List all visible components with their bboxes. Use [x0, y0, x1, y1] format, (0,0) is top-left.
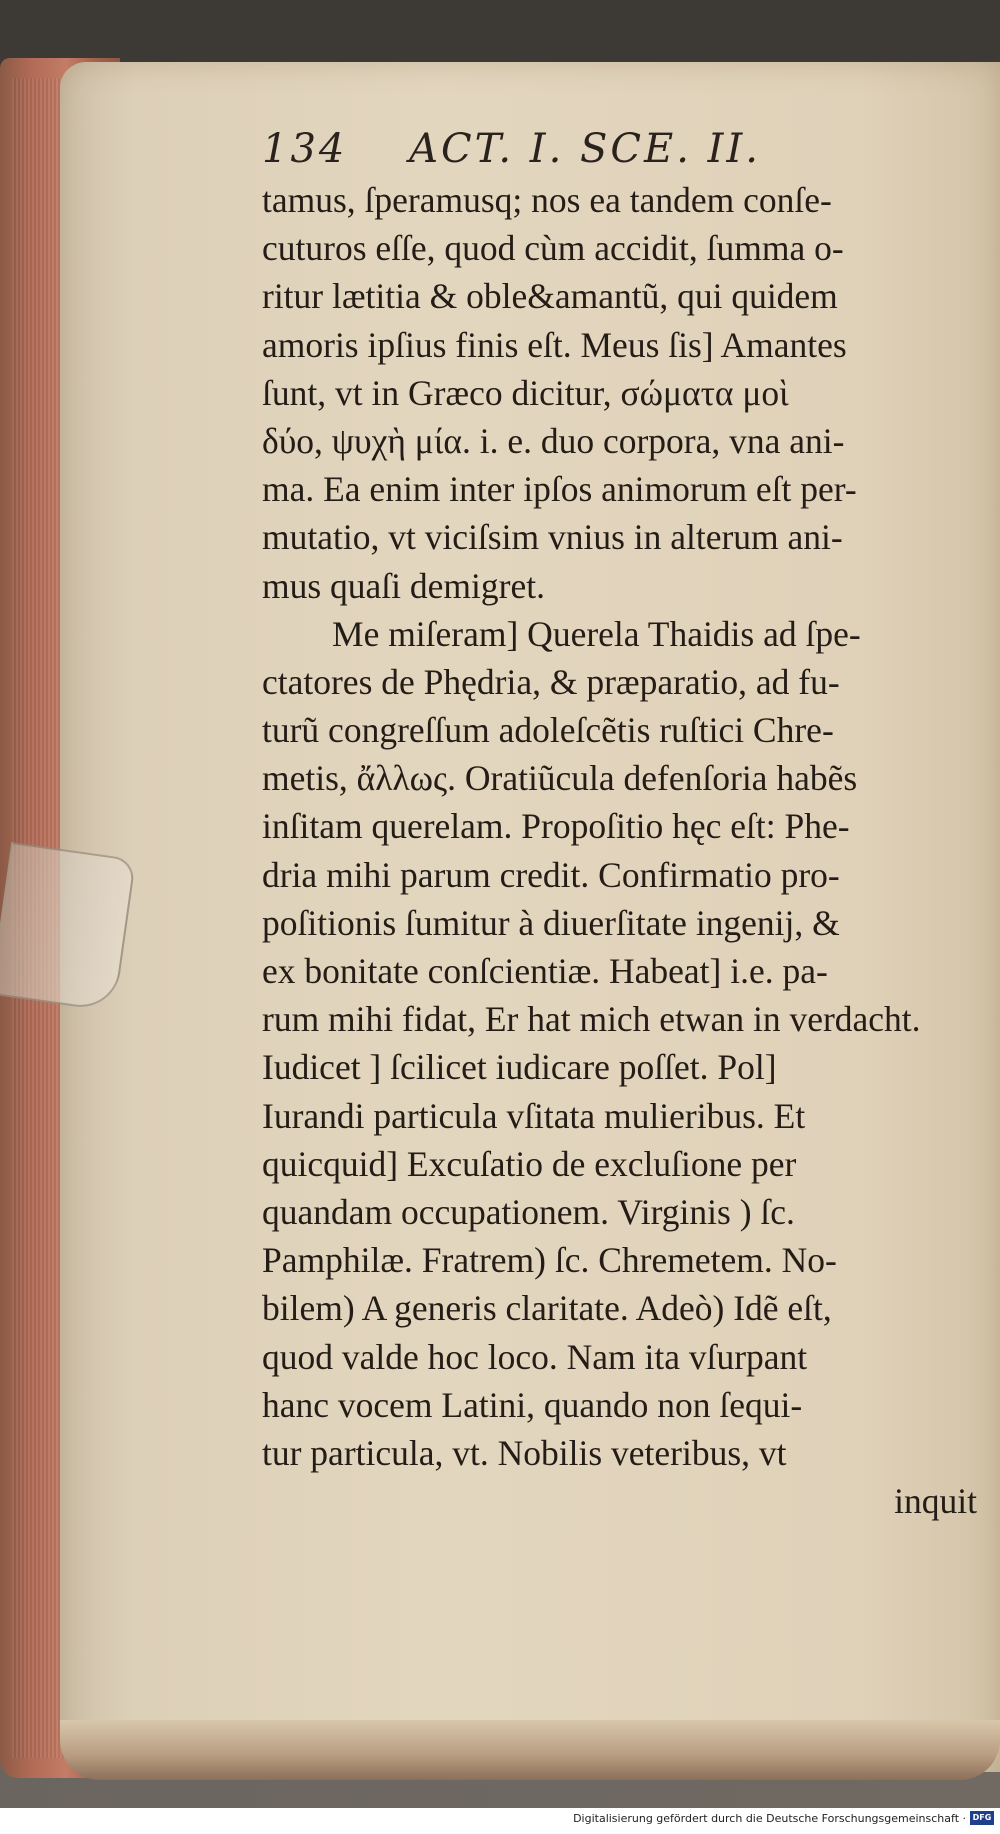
- text-line: rum mihi fidat, Er hat mich etwan in verdacht.: [262, 999, 921, 1040]
- text-line: quicquid] Excuſatio de excluſione per: [262, 1143, 797, 1184]
- text-line: inſitam querelam. Propoſitio hęc eſt: Phe-: [262, 806, 850, 847]
- text-line: tur particula, vt. Nobilis veteribus, vt: [262, 1432, 787, 1473]
- text-line: mus quaſi demigret.: [262, 565, 545, 606]
- text-line: dria mihi parum credit. Confirmatio pro-: [262, 854, 840, 895]
- text-line: metis, ἄλλως. Oratiũcula defenſoria habẽs: [262, 758, 858, 799]
- text-line: ma. Ea enim inter ipſos animorum eſt per-: [262, 469, 857, 510]
- text-line: Iudicet ] ſcilicet iudicare poſſet. Pol]: [262, 1047, 777, 1088]
- text-line: Me miſeram] Querela Thaidis ad ſpe-: [332, 613, 861, 654]
- text-line: quod valde hoc loco. Nam ita vſurpant: [262, 1336, 808, 1377]
- text-line: tamus, ſperamusq; nos ea tandem conſe-: [262, 180, 832, 220]
- running-title: ACT. I. SCE. II.: [409, 126, 761, 172]
- text-line: Pamphilæ. Fratrem) ſc. Chremetem. No-: [262, 1240, 837, 1281]
- text-line: δύο, ψυχὴ μία. i. e. duo corpora, vna ani-: [262, 420, 845, 461]
- dfg-logo: DFG: [970, 1811, 994, 1825]
- text-line: hanc vocem Latini, quando non ſequi-: [262, 1384, 803, 1425]
- text-line: bilem) A generis claritate. Adeò) Idẽ eſt,: [262, 1288, 832, 1329]
- page-number: 134: [262, 126, 348, 172]
- text-line: quandam occupationem. Virginis ) ſc.: [262, 1191, 795, 1232]
- catchword: inquit: [894, 1481, 977, 1522]
- book-bottom-edge: [60, 1720, 1000, 1780]
- text-line: poſitionis ſumitur à diuerſitate ingenij, &: [262, 902, 840, 943]
- text-line: ctatores de Phędria, & præparatio, ad fu-: [262, 661, 840, 702]
- text-line: ritur lætitia & oble&amantũ, qui quidem: [262, 276, 838, 317]
- text-line: ex bonitate conſcientiæ. Habeat] i.e. pa-: [262, 951, 828, 991]
- text-line: mutatio, vt viciſsim vnius in alterum ani-: [262, 517, 843, 558]
- running-header: [262, 126, 862, 176]
- page-text: [262, 176, 977, 1525]
- text-line: Iurandi particula vſitata mulieribus. Et: [262, 1095, 806, 1136]
- text-line: turũ congreſſum adoleſcẽtis ruſtici Chre-: [262, 710, 834, 751]
- text-line: amoris ipſius finis eſt. Meus ſis] Amantes: [262, 324, 847, 365]
- text-line: ſunt, vt in Græco dicitur, σώματα μοὶ: [262, 372, 789, 413]
- text-line: cuturos eſſe, quod cùm accidit, ſumma o-: [262, 228, 844, 269]
- funding-credit: Digitalisierung gefördert durch die Deutsche Forschungsgemeinschaft ·: [573, 1812, 966, 1825]
